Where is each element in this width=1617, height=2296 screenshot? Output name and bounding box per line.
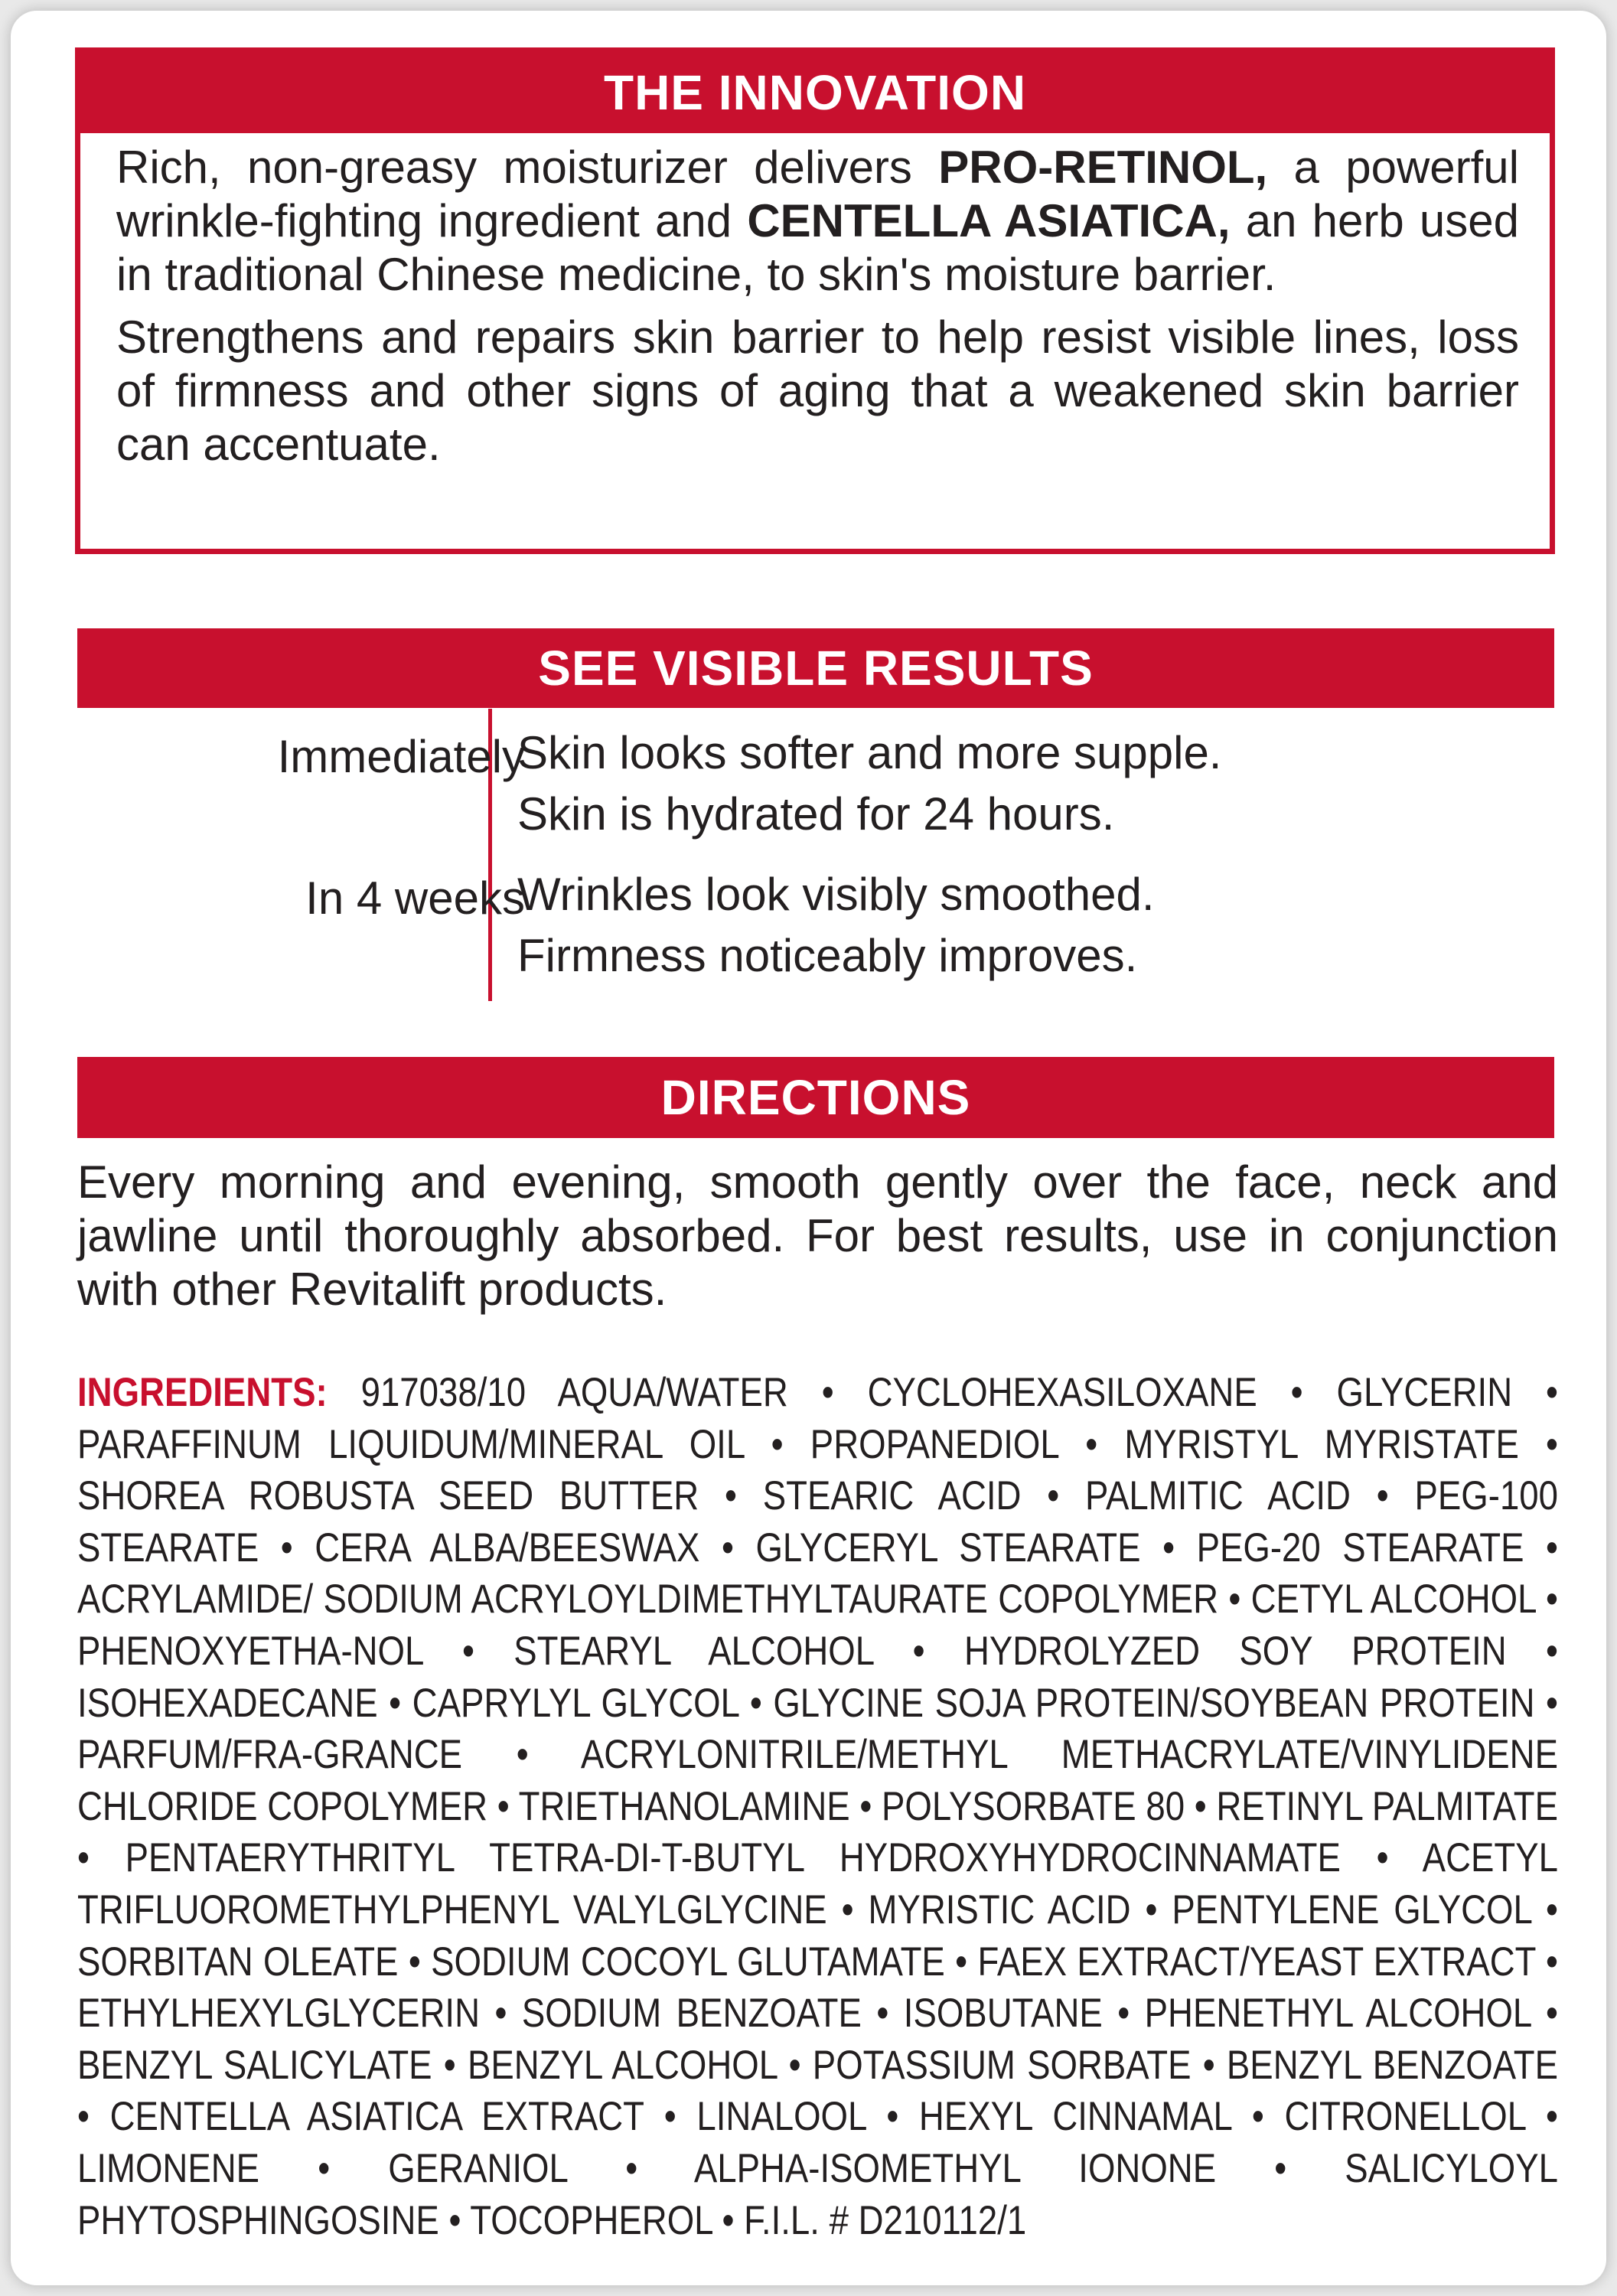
directions-text: Every morning and evening, smooth gently over the face, neck and jawline until thoroughly absorbed. For best results, use in conjunction with other Revitalift products. (77, 1156, 1558, 1315)
innovation-paragraph-2: Strengthens and repairs skin barrier to help resist visible lines, loss of firmness and other signs of aging that a weakened skin barrier can accentuate. (116, 311, 1519, 470)
results-label-immediately: Immediately (277, 731, 525, 782)
label-panel (11, 11, 1606, 2285)
innovation-body (80, 133, 1550, 471)
innovation-text: a powerful wrinkle-fighting ingredient and (116, 142, 1520, 246)
results-line: Firmness noticeably improves. (517, 930, 1138, 981)
ingredients-label: INGREDIENTS: (77, 1370, 328, 1415)
results-text (517, 722, 1221, 845)
innovation-heading: THE INNOVATION (80, 53, 1550, 133)
results-table (77, 709, 1554, 1001)
ingredients-list (77, 1367, 1558, 2246)
directions-heading: DIRECTIONS (77, 1057, 1554, 1138)
innovation-paragraph-1 (116, 141, 1519, 302)
results-line: Wrinkles look visibly smoothed. (517, 869, 1155, 920)
innovation-box (75, 47, 1555, 554)
results-line: Skin is hydrated for 24 hours. (517, 788, 1115, 840)
results-line: Skin looks softer and more supple. (517, 727, 1222, 778)
ingredients-text: 917038/10 AQUA/WATER • CYCLOHEXASILOXANE • GLYCERIN • PARAFFINUM LIQUIDUM/MINERAL OIL • PROPANEDIOL • MYRISTYL MYRISTATE • SHOREA ROBUSTA SEED BUTTER • STEARIC ACID • PALMITIC ACID • PEG-100 STEARATE • CERA ALBA/BEESWAX • GLYCERYL STEARATE • PEG-20 STEARATE • ACRYLAMIDE/ SODIUM ACRYLOYLDIMETHYLTAURATE COPOLYMER • CETYL ALCOHOL • PHENOXYETHA-NOL • STEARYL ALCOHOL • HYDROLYZED SOY PROTEIN • ISOHEXADECANE • CAPRYLYL GLYCOL • GLYCINE SOJA PROTEIN/SOYBEAN PROTEIN • PARFUM/FRA-GRANCE • ACRYLONITRILE/METHYL METHACRYLATE/VINYLIDENE CHLORIDE COPOLYMER • TRIETHANOLAMINE • POLYSORBATE 80 • RETINYL PALMITATE • PENTAERYTHRITYL TETRA-DI-T-BUTYL HYDROXYHYDROCINNAMATE • ACETYL TRIFLUOROMETHYLPHENYL VALYLGLYCINE • MYRISTIC ACID • PENTYLENE GLYCOL • SORBITAN OLEATE • SODIUM COCOYL GLUTAMATE • FAEX EXTRACT/YEAST EXTRACT • ETHYLHEXYLGLYCERIN • SODIUM BENZOATE • ISOBUTANE • PHENETHYL ALCOHOL • BENZYL SALICYLATE • BENZYL ALCOHOL • POTASSIUM SORBATE • BENZYL BENZOATE • CENTELLA ASIATICA EXTRACT • LINALOOL • HEXYL CINNAMAL • CITRONELLOL • LIMONENE • GERANIOL • ALPHA-ISOMETHYL IONONE • SALICYLOYL PHYTOSPHINGOSINE • TOCOPHEROL • F.I.L. # D210112/1 (77, 1370, 1559, 2243)
ingredient-highlight-pro-retinol: PRO-RETINOL, (938, 142, 1268, 193)
results-label-4-weeks: In 4 weeks (305, 872, 525, 924)
innovation-text: Rich, non-greasy moisturizer delivers (116, 142, 939, 193)
results-heading: SEE VISIBLE RESULTS (77, 628, 1554, 708)
innovation-text: an herb used in traditional Chinese medicine, to skin's moisture barrier. (116, 195, 1519, 300)
results-text (517, 864, 1155, 987)
ingredient-highlight-centella: CENTELLA ASIATICA, (747, 195, 1231, 246)
